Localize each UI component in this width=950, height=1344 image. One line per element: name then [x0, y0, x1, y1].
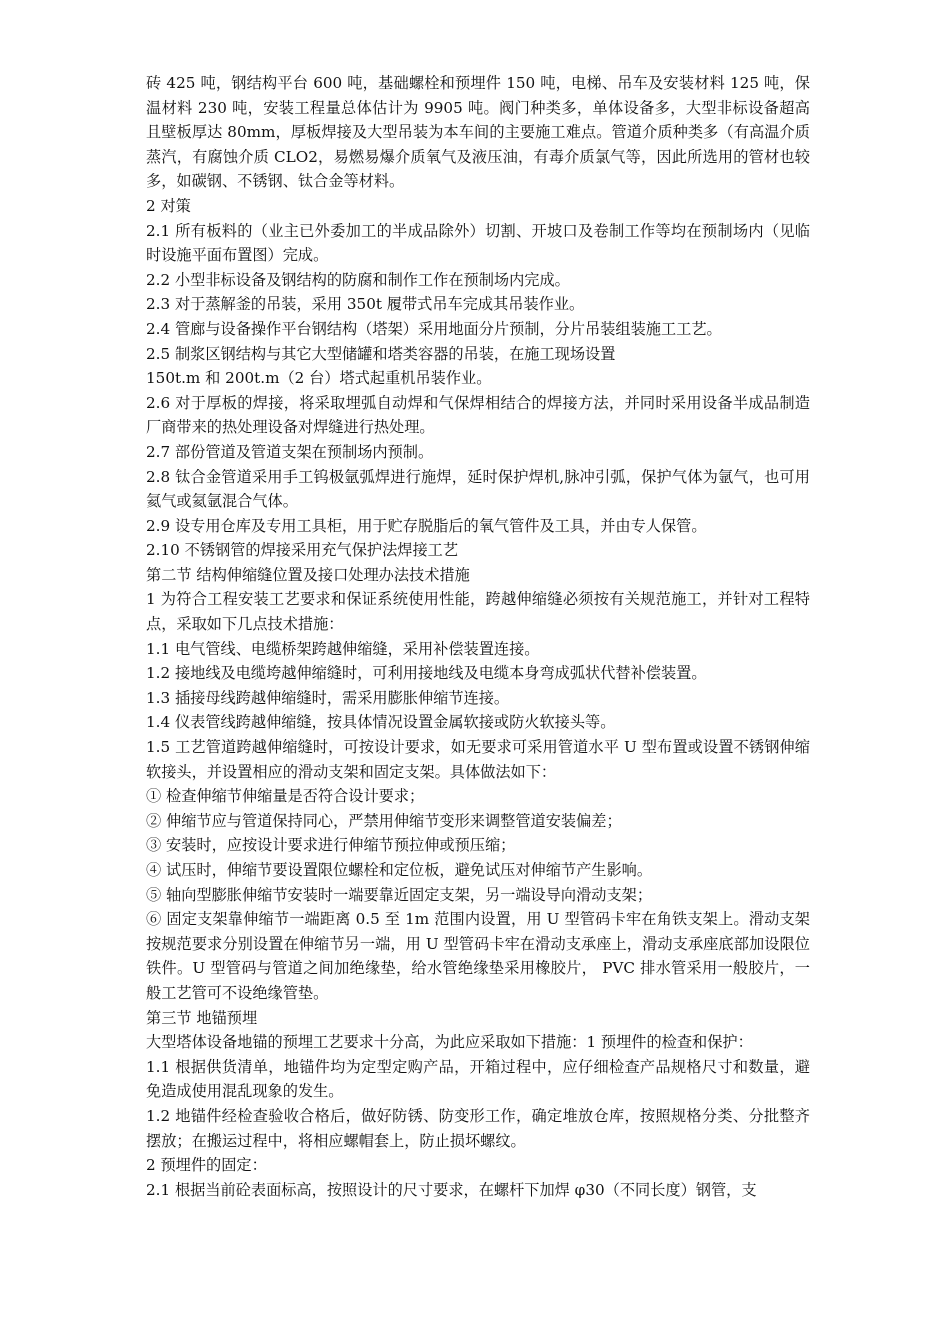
- paragraph-2-5: 2.5 制浆区钢结构与其它大型储罐和塔类容器的吊装，在施工现场设置: [146, 344, 616, 363]
- paragraph-1-2: 1.2 接地线及电缆垮越伸缩缝时，可利用接地线及电缆本身弯成弧状代替补偿装置。: [146, 664, 707, 683]
- paragraph-1-intro: 1 为符合工程安装工艺要求和保证系统使用性能，跨越伸缩缝必须按有关规范施工，并针对工程特点，采取如下几点技术措施：: [146, 590, 810, 634]
- paragraph-2-7: 2.7 部份管道及管道支架在预制场内预制。: [146, 442, 434, 461]
- paragraph-anchor-2-1: 2.1 根据当前砼表面标高，按照设计的尺寸要求，在螺杆下加焊 φ30（不同长度）钢管，支: [146, 1180, 757, 1199]
- list-item-2: ② 伸缩节应与管道保持同心，严禁用伸缩节变形来调整管道安装偏差；: [146, 811, 622, 830]
- paragraph-2-4: 2.4 管廊与设备操作平台钢结构（塔架）采用地面分片预制，分片吊装组装施工工艺。: [146, 319, 722, 338]
- paragraph-2-8: 2.8 钛合金管道采用手工钨极氩弧焊进行施焊，延时保护焊机,脉冲引弧，保护气体为氩气，也可用氦气或氦氩混合气体。: [146, 467, 810, 511]
- paragraph-1-3: 1.3 插接母线跨越伸缩缝时，需采用膨胀伸缩节连接。: [146, 688, 510, 707]
- heading-anchor-fixing: 2 预埋件的固定：: [146, 1156, 267, 1175]
- heading-section-2: 第二节 结构伸缩缝位置及接口处理办法技术措施: [146, 565, 470, 584]
- paragraph-anchor-intro: 大型塔体设备地锚的预埋工艺要求十分高，为此应采取如下措施：1 预埋件的检查和保护：: [146, 1033, 753, 1052]
- paragraph-2-1: 2.1 所有板料的（业主已外委加工的半成品除外）切割、开坡口及卷制工作等均在预制场内（见临时设施平面布置图）完成。: [146, 221, 810, 265]
- heading-countermeasures: 2 对策: [146, 196, 191, 215]
- list-item-4: ④ 试压时，伸缩节要设置限位螺栓和定位板，避免试压对伸缩节产生影响。: [146, 861, 653, 879]
- paragraph-anchor-1-1: 1.1 根据供货清单，地锚件均为定型定购产品，开箱过程中，应仔细检查产品规格尺寸和数量，避免造成使用混乱现象的发生。: [146, 1057, 810, 1101]
- paragraph-1-4: 1.4 仪表管线跨越伸缩缝，按具体情况设置金属软接或防火软接头等。: [146, 713, 616, 732]
- paragraph-materials-overview: 砖 425 吨，钢结构平台 600 吨，基础螺栓和预埋件 150 吨，电梯、吊车及安装材料 125 吨，保温材料 230 吨，安装工程量总体估计为 9905 吨。阀门种类多，单体设备多，大型非标设备超高且壁板厚达 80mm，厚板焊接及大型吊装为本车间的主要施工难点。管道介质种类多（有高温介质蒸汽，有腐蚀介质 CLO2，易燃易爆介质氧气及液压油，有毒介质氯气等，因此所选用的管材也较多，如碳钢、不锈钢、钛合金等材料。: [146, 74, 810, 191]
- paragraph-1-1: 1.1 电气管线、电缆桥架跨越伸缩缝，采用补偿装置连接。: [146, 639, 540, 658]
- paragraph-2-6: 2.6 对于厚板的焊接，将采取埋弧自动焊和气保焊相结合的焊接方法，并同时采用设备半成品制造厂商带来的热处理设备对焊缝进行热处理。: [146, 393, 810, 437]
- paragraph-anchor-1-2: 1.2 地锚件经检查验收合格后，做好防锈、防变形工作，确定堆放仓库，按照规格分类、分批整齐摆放；在搬运过程中，将相应螺帽套上，防止损坏螺纹。: [146, 1106, 810, 1150]
- paragraph-2-3: 2.3 对于蒸解釜的吊装，采用 350t 履带式吊车完成其吊装作业。: [146, 295, 585, 314]
- document-page: [146, 71, 810, 1202]
- list-item-6: ⑥ 固定支架靠伸缩节一端距离 0.5 至 1m 范围内设置，用 U 型管码卡牢在角铁支架上。滑动支架按规范要求分别设置在伸缩节另一端，用 U 型管码卡牢在滑动支承座上，滑动支承座底部加设限位铁件。U 型管码与管道之间加绝缘垫，给水管绝缘垫采用橡胶片， PVC 排水管采用一般胶片，一般工艺管可不设绝缘管垫。: [146, 910, 810, 1002]
- list-item-1: ① 检查伸缩节伸缩量是否符合设计要求；: [146, 787, 425, 806]
- paragraph-2-9: 2.9 设专用仓库及专用工具柜，用于贮存脱脂后的氧气管件及工具，并由专人保管。: [146, 516, 707, 535]
- list-item-5: ⑤ 轴向型膨胀伸缩节安装时一端要靠近固定支架，另一端设导向滑动支架；: [146, 885, 653, 904]
- paragraph-2-2: 2.2 小型非标设备及钢结构的防腐和制作工作在预制场内完成。: [146, 270, 570, 289]
- list-item-3: ③ 安装时，应按设计要求进行伸缩节预拉伸或预压缩；: [146, 836, 516, 855]
- paragraph-2-5-continued: 150t.m 和 200t.m（2 台）塔式起重机吊装作业。: [146, 369, 492, 388]
- paragraph-2-10: 2.10 不锈钢管的焊接采用充气保护法焊接工艺: [146, 541, 459, 560]
- heading-section-3: 第三节 地锚预埋: [146, 1008, 258, 1027]
- paragraph-1-5: 1.5 工艺管道跨越伸缩缝时，可按设计要求，如无要求可采用管道水平 U 型布置或设置不锈钢伸缩软接头，并设置相应的滑动支架和固定支架。具体做法如下：: [146, 738, 810, 781]
